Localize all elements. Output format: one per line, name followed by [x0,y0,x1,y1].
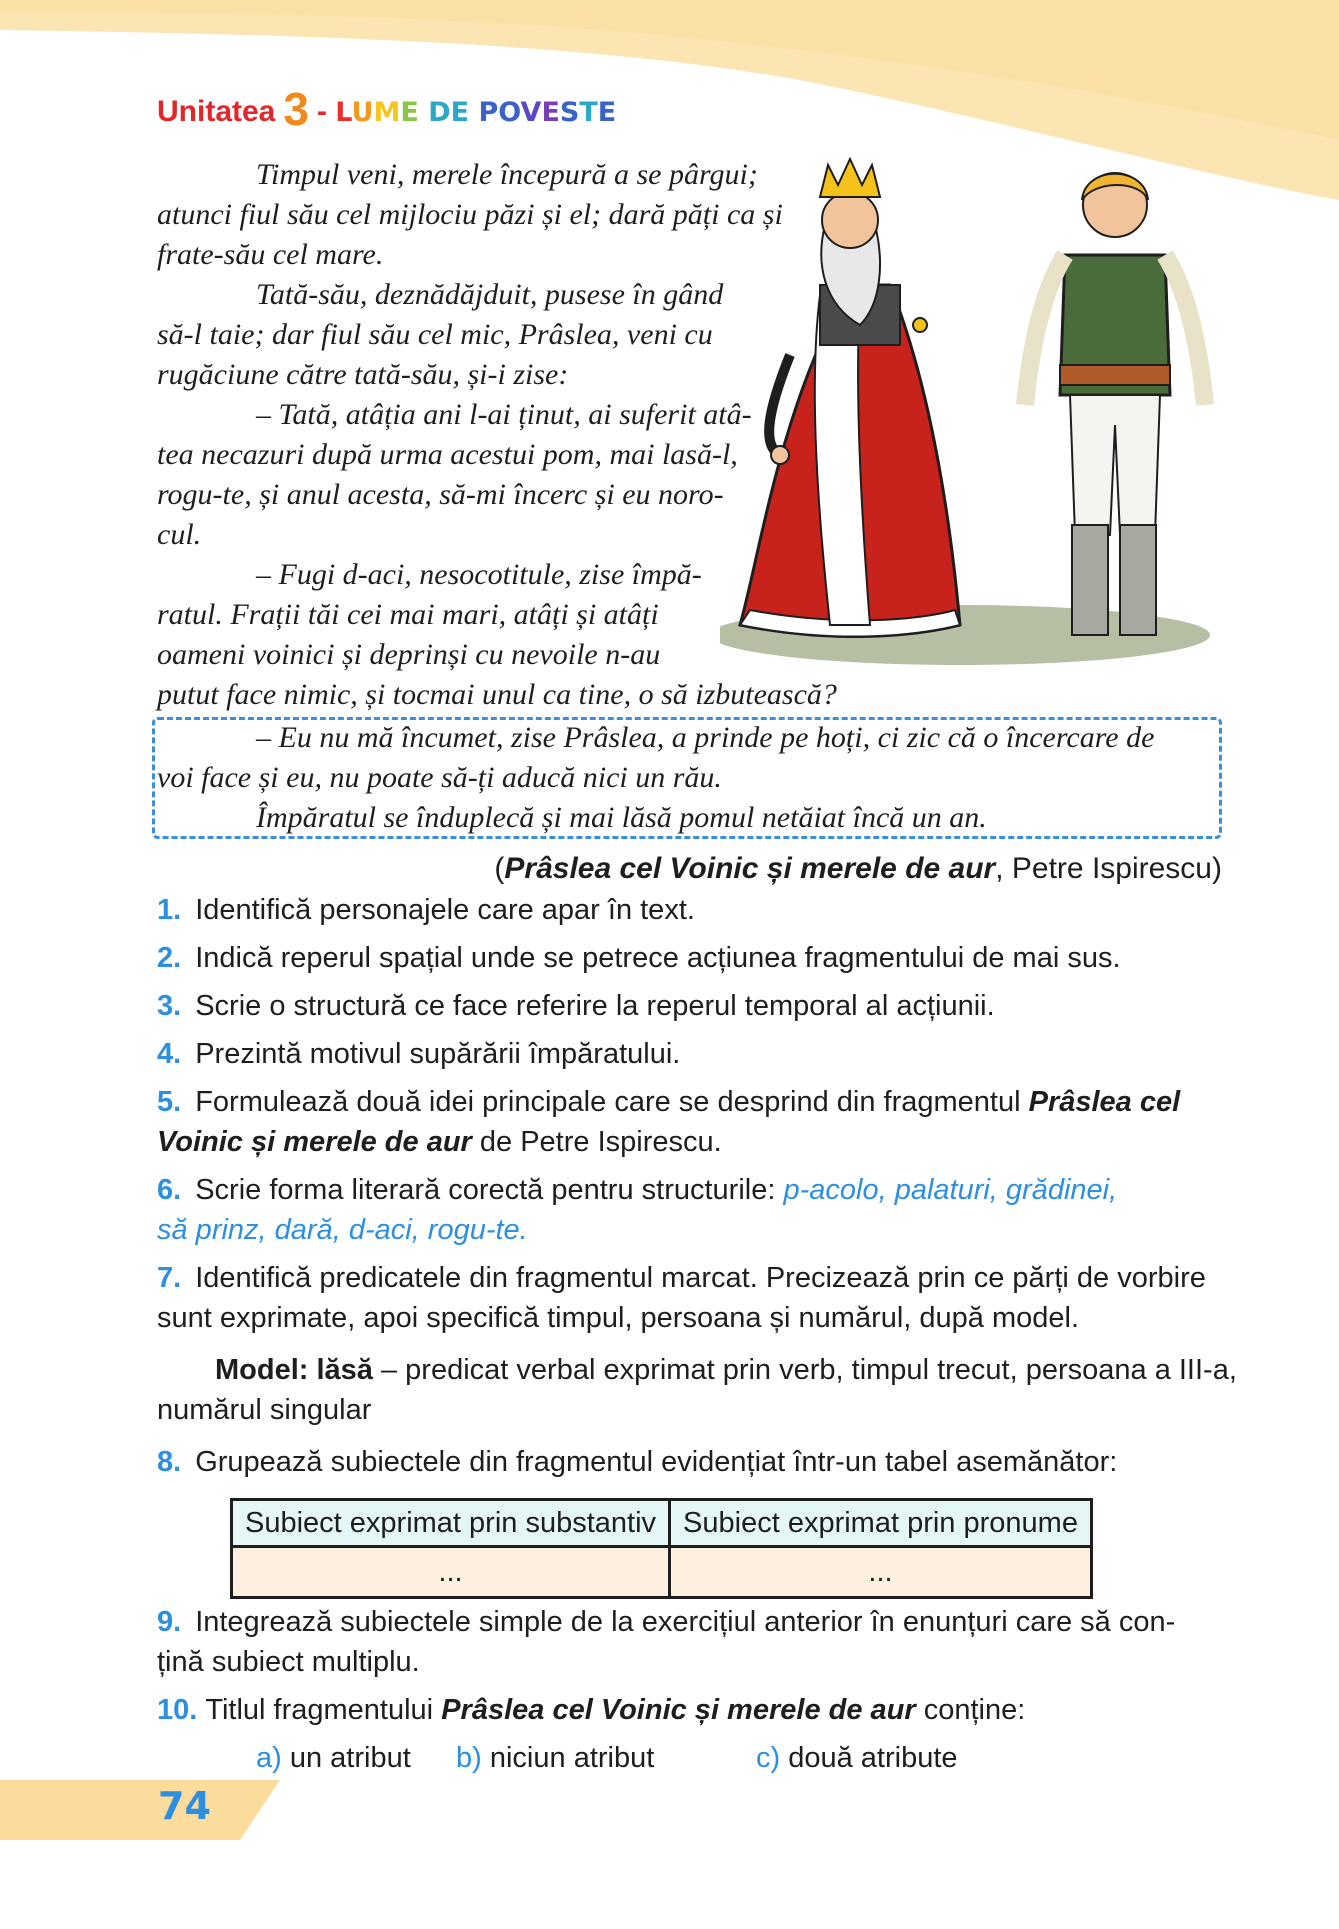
exercise-number: 9. [157,1606,182,1638]
exercise-number: 6. [157,1174,182,1206]
marked-line: Împăratul se înduplecă și mai lăsă pomul netăiat încă un an. [256,801,987,834]
exercise-text: Integrează subiectele simple de la exercițiul anterior în enunțuri care să con- [195,1606,1176,1638]
exercise-5 [157,1082,1180,1122]
source-paren: ( [494,852,505,885]
story-line: frate-său cel mare. [157,238,384,271]
story-line: putut face nimic, și tocmai unul ca tine, o să izbutească? [157,678,837,711]
header-dash: - [316,95,327,128]
work-title: Prâslea cel Voinic și merele de aur [441,1694,916,1726]
title-letter: P [478,97,499,128]
king-and-praslea-illustration [720,155,1240,675]
option-a[interactable] [256,1738,411,1778]
exercise-text: de Petre Ispirescu. [471,1126,722,1158]
title-letter [419,97,428,128]
exercise-10 [157,1690,1025,1730]
option-letter: c) [756,1742,781,1774]
option-c[interactable] [756,1738,958,1778]
exercise-6 [157,1170,1117,1210]
structures-list: p-acolo, palaturi, grădinei, [783,1174,1118,1206]
story-line: Tată-său, deznădăjduit, pusese în gând [256,278,724,311]
exercise-2 [157,938,1121,978]
title-letter: M [373,97,401,128]
page-number-band [0,1780,280,1840]
exercise-7 [157,1258,1206,1298]
exercise-7-cont [157,1298,1079,1338]
marked-line: – Eu nu mă încumet, zise Prâslea, a prinde pe hoți, ci zic că o încercare de [256,721,1155,754]
title-letter: L [335,97,352,128]
exercise-text: sunt exprimate, apoi specifică timpul, persoana și numărul, după model. [157,1302,1080,1334]
title-letter: E [597,97,617,128]
marked-line: voi face și eu, nu poate să-ți aducă nici un rău. [157,761,722,794]
model-text: – predicat verbal exprimat prin verb, timpul trecut, persoana a III-a, [372,1354,1237,1386]
marked-fragment-box [152,717,1222,839]
story-line: rogu-te, și anul acesta, să-mi încerc și eu noro- [157,478,724,511]
model-text: numărul singular [157,1394,372,1426]
model-label: Model: lăsă [215,1354,373,1386]
exercise-text: Titlul fragmentului [205,1694,442,1726]
exercise-text: Formulează două idei principale care se desprind din fragmentul [195,1086,1029,1118]
exercise-number: 10. [157,1694,198,1726]
table-header: Subiect exprimat prin substantiv [232,1500,670,1547]
exercise-text: Grupează subiectele din fragmentul evidențiat într-un tabel asemănător: [195,1446,1118,1478]
story-line: atunci fiul său cel mijlociu păzi și el; dară păți ca și [157,198,783,231]
source-citation [494,852,1222,886]
option-text: un atribut [289,1742,411,1774]
title-letter: S [559,97,580,128]
unit-label: Unitatea [157,95,276,128]
source-sep: , [995,852,1012,885]
exercise-1 [157,890,695,930]
table-cell: ... [232,1547,670,1598]
exercise-9 [157,1602,1175,1642]
exercise-number: 8. [157,1446,182,1478]
title-letter: T [579,97,598,128]
option-letter: b) [456,1742,482,1774]
work-title: Prâslea cel [1028,1086,1181,1118]
story-line: oameni voinici și deprinși cu nevoile n-au [157,638,661,671]
story-line: cul. [157,518,202,551]
exercise-text: Indică reperul spațial unde se petrece acțiunea fragmentului de mai sus. [195,942,1121,974]
title-letter [469,97,478,128]
unit-header [157,82,616,136]
story-line: tea necazuri după urma acestui pom, mai lasă-l, [157,438,738,471]
exercise-6-cont [157,1210,528,1250]
exercise-number: 4. [157,1038,182,1070]
title-letter: V [520,97,542,128]
option-text: niciun atribut [489,1742,655,1774]
option-b[interactable] [456,1738,654,1778]
exercise-text: țină subiect multiplu. [157,1646,420,1678]
source-paren: ) [1212,852,1222,885]
exercise-text: Prezintă motivul supărării împăratului. [195,1038,681,1070]
model [215,1350,1237,1390]
exercise-number: 2. [157,942,182,974]
source-author: Petre Ispirescu [1011,852,1212,885]
model-cont [157,1390,371,1430]
exercise-9-cont [157,1642,420,1682]
exercise-number: 5. [157,1086,182,1118]
exercise-8 [157,1442,1117,1482]
title-letter: U [351,97,374,128]
title-letter: D [428,97,451,128]
story-line: Timpul veni, merele începură a se pârgui; [256,158,758,191]
unit-title [335,95,616,128]
exercise-text: Identifică personajele care apar în text. [195,894,695,926]
work-title: Voinic și merele de aur [157,1126,472,1158]
exercise-text: conține: [915,1694,1026,1726]
source-work: Prâslea cel Voinic și merele de aur [504,852,996,885]
exercise-text: Identifică predicatele din fragmentul marcat. Precizează prin ce părți de vorbire [195,1262,1206,1294]
story-line: ratul. Frații tăi cei mai mari, atâți și atâți [157,598,659,631]
exercise-text: Scrie o structură ce face referire la reperul temporal al acțiunii. [195,990,995,1022]
story-line: rugăciune către tată-său, și-i zise: [157,358,569,391]
title-letter: E [541,97,560,128]
title-letter: O [498,97,521,128]
exercise-4 [157,1034,680,1074]
exercise-number: 1. [157,894,182,926]
unit-number: 3 [283,83,309,135]
story-line: – Fugi d-aci, nesocotitule, zise împă- [256,558,702,591]
subjects-table [230,1498,1093,1599]
exercise-3 [157,986,995,1026]
title-letter: E [450,97,470,128]
table-cell: ... [670,1547,1092,1598]
story-line: – Tată, atâția ani l-ai ținut, ai suferit atâ- [256,398,752,431]
exercise-number: 7. [157,1262,182,1294]
page-number: 74 [158,1784,211,1828]
table-header: Subiect exprimat prin pronume [670,1500,1092,1547]
exercise-number: 3. [157,990,182,1022]
structures-list: să prinz, dară, d-aci, rogu-te. [157,1214,528,1246]
exercise-text: Scrie forma literară corectă pentru structurile: [195,1174,784,1206]
title-letter: E [400,97,419,128]
option-letter: a) [256,1742,282,1774]
praslea-figure [1025,173,1205,635]
option-text: două atribute [788,1742,958,1774]
story-line: să-l taie; dar fiul său cel mic, Prâslea, veni cu [157,318,713,351]
exercise-5-cont [157,1122,722,1162]
